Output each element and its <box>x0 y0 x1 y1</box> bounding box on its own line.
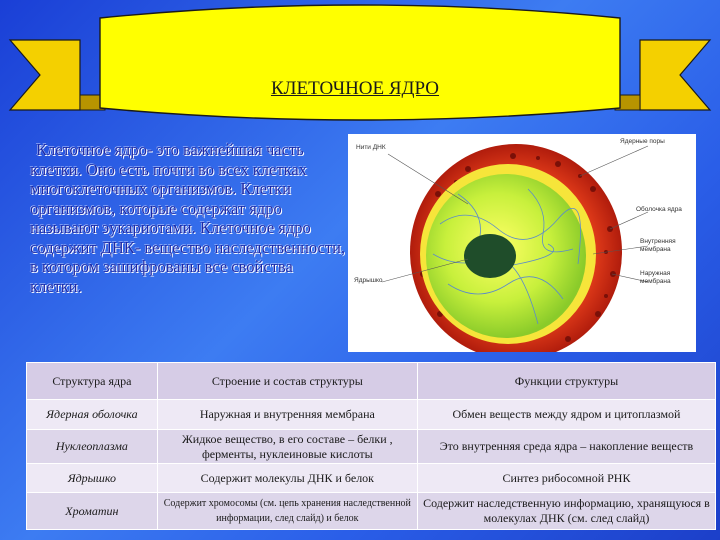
label-nucleolus: Ядрышко <box>354 277 383 284</box>
header-composition: Строение и состав структуры <box>157 363 417 400</box>
cell-composition: Содержит хромосомы (см. цепь хранения наследственной информации, след слайд) и белок <box>157 493 417 530</box>
cell-function: Содержит наследственную информацию, хранящуюся в молекулах ДНК (см. след слайд) <box>417 493 715 530</box>
nucleus-diagram <box>348 134 696 352</box>
title-banner <box>0 0 720 140</box>
page-title: КЛЕТОЧНОЕ ЯДРО <box>270 78 440 99</box>
cell-structure: Нуклеоплазма <box>27 430 158 464</box>
cell-structure: Хроматин <box>27 493 158 530</box>
table-row <box>27 430 716 464</box>
nucleus-structure-table <box>26 362 716 530</box>
cell-structure: Ядрышко <box>27 464 158 493</box>
intro-text: Клеточное ядро- это важнейшая часть клетки. Оно есть почти во всех клетках многоклеточных организмов. Клетки организмов, которые содержат ядро называют эукариотами. Клеточное ядро содержит ДНК- вещество наследственности, в котором зашифрованы все свойства клетки. <box>30 140 346 296</box>
cell-composition: Содержит молекулы ДНК и белок <box>157 464 417 493</box>
cell-function: Синтез рибосомной РНК <box>417 464 715 493</box>
cell-function: Это внутренняя среда ядра – накопление веществ <box>417 430 715 464</box>
table-row <box>27 493 716 530</box>
cell-composition: Наружная и внутренняя мембрана <box>157 400 417 430</box>
cell-structure: Ядерная оболочка <box>27 400 158 430</box>
header-structure: Структура ядра <box>27 363 158 400</box>
cell-composition: Жидкое вещество, в его составе – белки , ферменты, нуклеиновые кислоты <box>157 430 417 464</box>
label-inner-membrane: Внутренняя мембрана <box>640 238 676 253</box>
table-header-row <box>27 363 716 400</box>
cell-function: Обмен веществ между ядром и цитоплазмой <box>417 400 715 430</box>
label-outer-membrane: Наружная мембрана <box>640 270 671 285</box>
label-envelope: Оболочка ядра <box>636 206 682 213</box>
table-row <box>27 400 716 430</box>
label-dna: Нити ДНК <box>356 144 386 151</box>
table-row <box>27 464 716 493</box>
label-pores: Ядерные поры <box>620 138 665 145</box>
header-function: Функции структуры <box>417 363 715 400</box>
